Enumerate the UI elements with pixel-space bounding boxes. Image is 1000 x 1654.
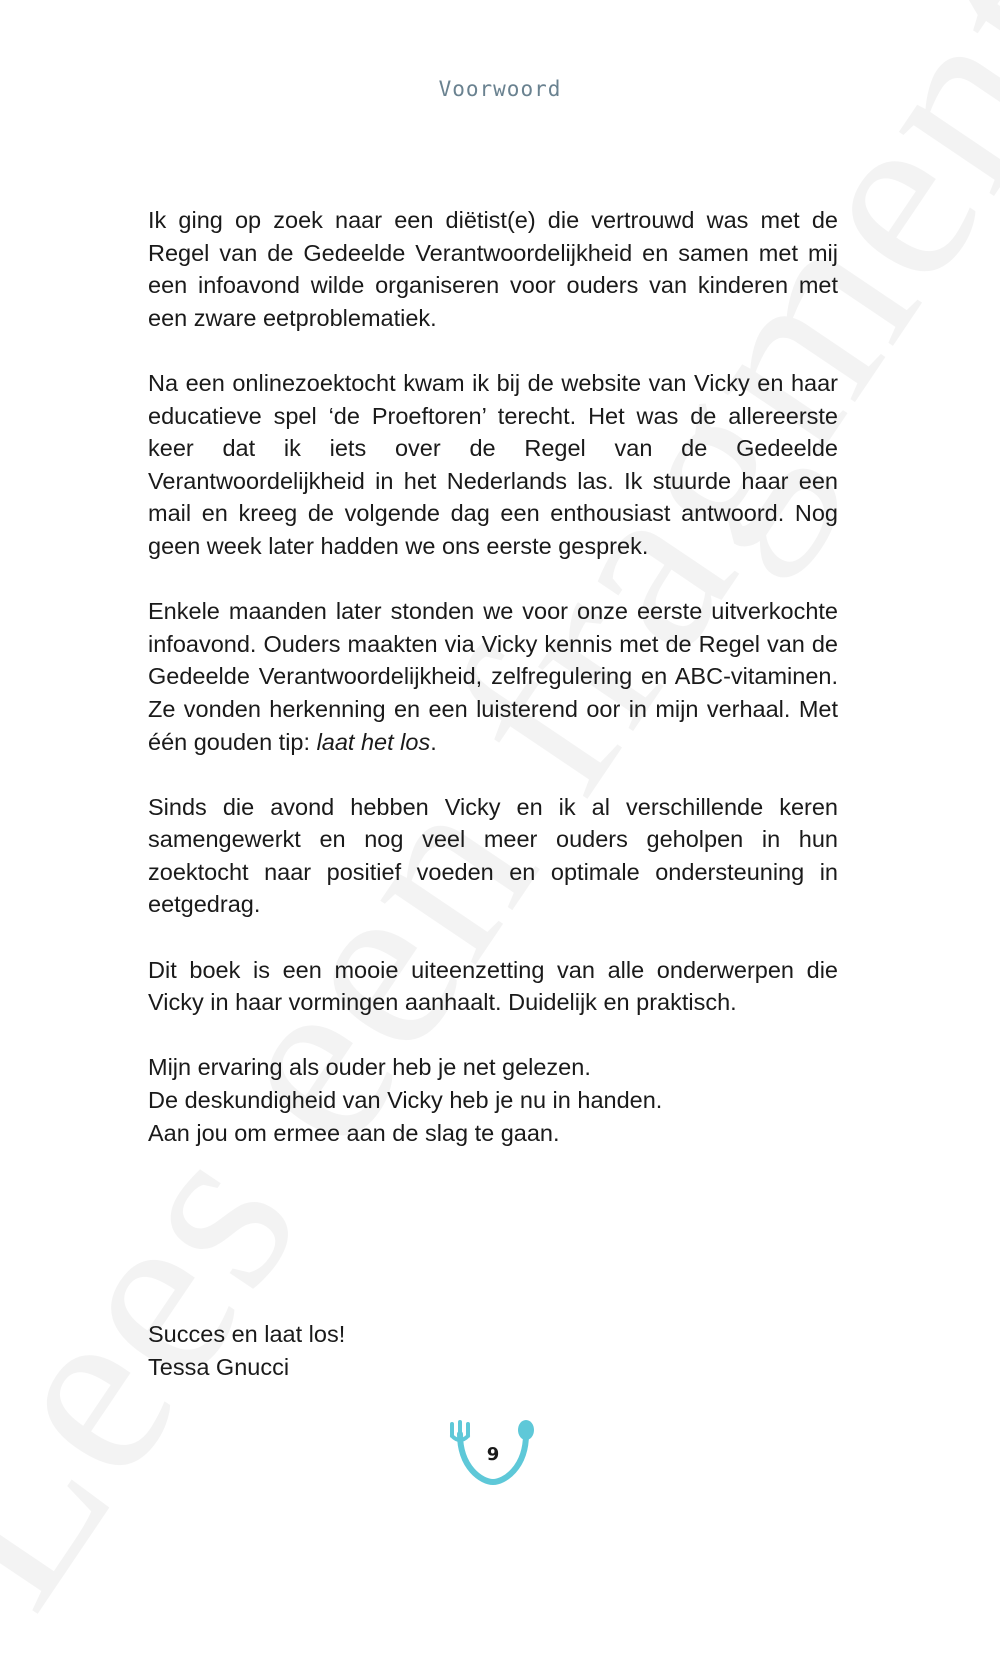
paragraph-5: Dit boek is een mooie uiteenzetting van alle onderwerpen die Vicky in haar vormingen aanhaalt. Duidelijk en praktisch. (148, 956, 838, 1016)
closing-line: Mijn ervaring als ouder heb je net gelezen. (148, 1054, 591, 1081)
chapter-title: Voorwoord (438, 77, 562, 101)
page-number: 9 (486, 1444, 500, 1465)
body-text (148, 204, 838, 1182)
paragraph-2: Na een onlinezoektocht kwam ik bij de website van Vicky en haar educatieve spel ‘de Proeftoren’ terecht. Het was de allereerste keer dat ik iets over de Regel van de Gedeelde Verantwoordelijkheid in het Nederlands las. Ik stuurde haar een mail en kreeg de volgende dag een enthousiast antwoord. Nog geen week later hadden we ons eerste gesprek. (148, 369, 838, 559)
paragraph-4: Sinds die avond hebben Vicky en ik al verschillende keren samengewerkt en nog veel meer ouders geholpen in hun zoektocht naar positief voeden en optimale ondersteuning in eetgedrag. (148, 793, 838, 918)
closing-line: Aan jou om ermee aan de slag te gaan. (148, 1119, 560, 1146)
closing-lines (148, 1051, 838, 1149)
paragraph-1: Ik ging op zoek naar een diëtist(e) die vertrouwd was met de Regel van de Gedeelde Verantwoordelijkheid en samen met mij een infoavond wilde organiseren voor ouders van kinderen met een zware eetproblematiek. (148, 207, 838, 331)
emphasis-tip: laat het los (316, 728, 431, 755)
signature-greeting: Succes en laat los! (148, 1321, 346, 1347)
closing-line: De deskundigheid van Vicky heb je nu in handen. (148, 1087, 663, 1114)
signature (148, 1318, 345, 1383)
page-folio (446, 1420, 540, 1490)
signature-name: Tessa Gnucci (148, 1353, 290, 1380)
paragraph-3: Enkele maanden later stonden we voor onze eerste uitverkochte infoavond. Ouders maakten via Vicky kennis met de Regel van de Gedeelde Verantwoordelijkheid, zelfregulering en ABC-vitaminen. Ze vonden herkenning en een luisterend oor in mijn verhaal. Met één gouden tip: laat het los. (148, 598, 838, 755)
